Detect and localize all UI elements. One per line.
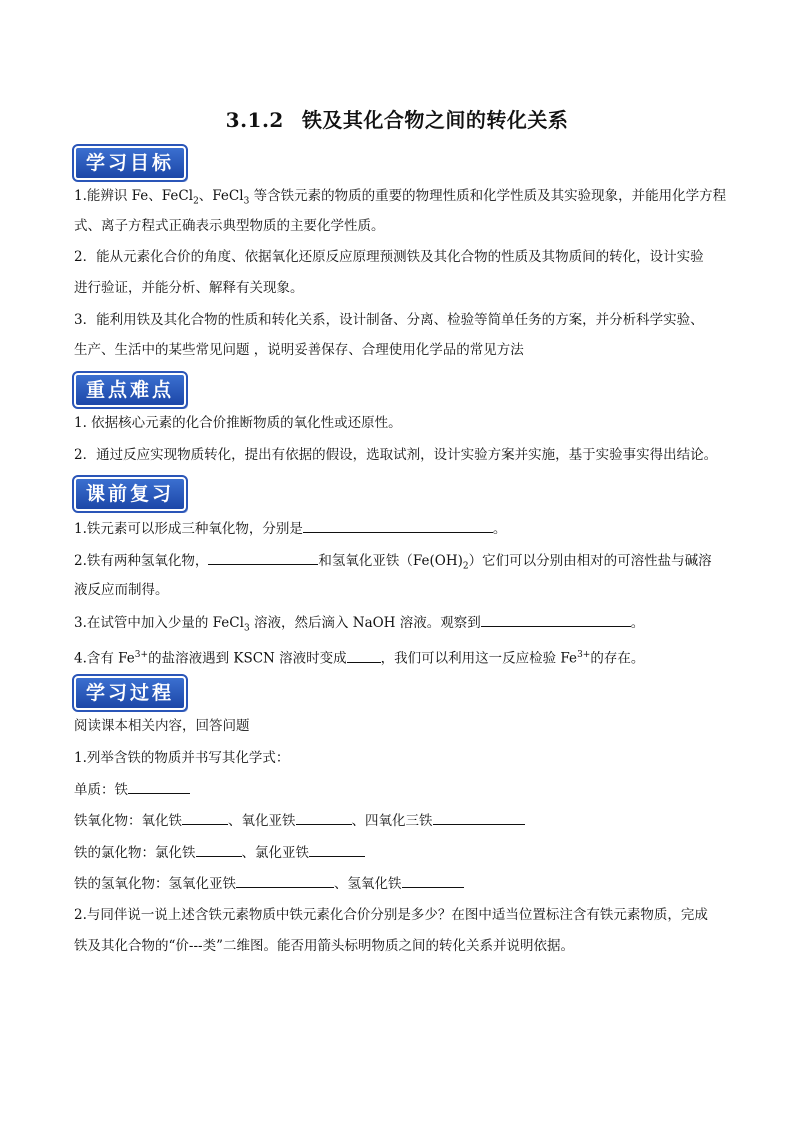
process-question-2-line-1: 2.与同伴说一说上述含铁元素物质中铁元素化合价分别是多少？在图中适当位置标注含有铁元素物质，完成 [74, 907, 708, 923]
goal-2-line-1: 2．能从元素化合价的角度、依据氧化还原反应原理预测铁及其化合物的性质及其物质间的转化，设计实验 [74, 249, 704, 265]
review-3 [74, 612, 734, 639]
elemental-iron-line [74, 779, 734, 800]
review-2-line-1 [74, 550, 734, 577]
text: 。 [492, 521, 507, 537]
review-2-line-2: 液反应而制得。 [74, 582, 169, 598]
key-point-2: 2．通过反应实现物质转化，提出有依据的假设，选取试剂，设计实验方案并实施，基于实验事实得出结论。 [74, 447, 718, 463]
answer-blank[interactable] [347, 648, 381, 663]
goal-2-line-2: 进行验证，并能分析、解释有关现象。 [74, 280, 304, 296]
title-text: 铁及其化合物之间的转化关系 [301, 108, 569, 132]
text: 铁氧化物：氧化铁 [74, 813, 182, 829]
answer-blank[interactable] [182, 810, 228, 825]
text: 、氧化亚铁 [228, 813, 296, 829]
text: 铁的氢氧化物：氢氧化亚铁 [74, 876, 236, 892]
text: 。 [630, 615, 645, 631]
text: 4.含有 Fe [74, 650, 135, 667]
goal-1-line-2: 式、离子方程式正确表示典型物质的主要化学性质。 [74, 218, 385, 234]
goal-1-line-1 [74, 186, 734, 212]
text: 的盐溶液遇到 KSCN 溶液时变成 [148, 650, 347, 667]
text: ）它们可以分别由相对的可溶性盐与碱溶 [468, 553, 712, 569]
section-badge-review: 课前复习 [74, 477, 186, 511]
process-intro: 阅读课本相关内容，回答问题 [74, 718, 250, 734]
iron-chlorides-line [74, 842, 734, 863]
process-question-2-line-2: 铁及其化合物的“价---类”二维图。能否用箭头标明物质之间的转化关系并说明依据。 [74, 938, 574, 954]
text: 、氢氧化铁 [334, 876, 402, 892]
text: 、FeCl [198, 188, 244, 204]
text: 等含铁元素的物质的重要的物理性质和化学性质及其实验现象，并能用化学方程 [249, 188, 727, 204]
answer-blank[interactable] [303, 518, 493, 533]
title-number: 3.1.2 [225, 108, 284, 132]
goal-3-line-2: 生产、生活中的某些常见问题 ，说明妥善保存、合理使用化学品的常见方法 [74, 342, 524, 358]
section-badge-key-points: 重点难点 [74, 373, 186, 407]
goal-3-line-1: 3．能利用铁及其化合物的性质和转化关系，设计制备、分离、检验等简单任务的方案，并分析科学实验、 [74, 312, 704, 328]
subscript: 2 [462, 561, 469, 572]
answer-blank[interactable] [433, 810, 525, 825]
text: 的存在。 [590, 650, 645, 667]
page-title [0, 104, 794, 133]
text: 单质：铁 [74, 782, 128, 798]
text: 1.能辨识 Fe、FeCl [74, 188, 194, 204]
section-badge-process: 学习过程 [74, 676, 186, 710]
superscript: 3+ [577, 650, 591, 660]
review-1 [74, 518, 734, 539]
subscript: 2 [193, 196, 199, 207]
answer-blank[interactable] [309, 842, 365, 857]
answer-blank[interactable] [196, 842, 242, 857]
answer-blank[interactable] [402, 873, 464, 888]
subscript: 3 [243, 623, 250, 634]
text: 3.在试管中加入少量的 FeCl [74, 615, 244, 631]
text: 2.铁有两种氢氧化物， [74, 553, 209, 569]
iron-oxides-line [74, 810, 734, 831]
answer-blank[interactable] [481, 612, 631, 627]
answer-blank[interactable] [236, 873, 334, 888]
text: 溶液，然后滴入 NaOH 溶液。观察到 [249, 615, 481, 631]
subscript: 3 [243, 196, 250, 207]
review-4 [74, 645, 734, 669]
section-badge-goals: 学习目标 [74, 146, 186, 180]
key-point-1: 1. 依据核心元素的化合价推断物质的氧化性或还原性。 [74, 415, 402, 431]
text: ，我们可以利用这一反应检验 Fe [380, 650, 578, 667]
text: 、氯化亚铁 [241, 845, 309, 861]
answer-blank[interactable] [296, 810, 352, 825]
answer-blank[interactable] [128, 779, 190, 794]
text: 1.铁元素可以形成三种氧化物，分别是 [74, 521, 303, 537]
iron-hydroxides-line [74, 873, 734, 894]
text: 铁的氯化物：氯化铁 [74, 845, 196, 861]
answer-blank[interactable] [208, 550, 318, 565]
text: 和氢氧化亚铁（Fe(OH) [318, 553, 463, 569]
process-question-1: 1.列举含铁的物质并书写其化学式： [74, 750, 290, 766]
text: 、四氧化三铁 [351, 813, 433, 829]
superscript: 3+ [134, 650, 149, 660]
